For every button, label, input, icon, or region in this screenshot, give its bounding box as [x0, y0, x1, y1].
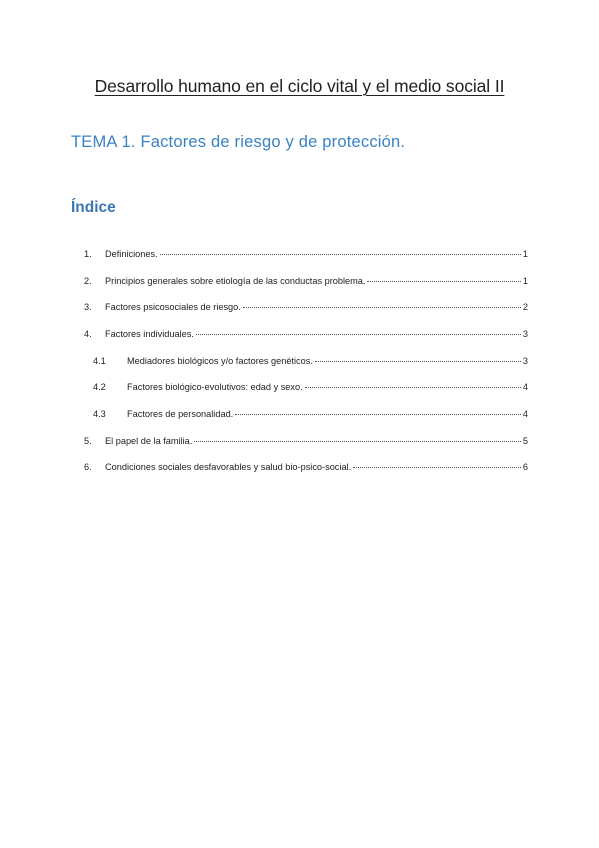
toc-entry-label: Factores biológico-evolutivos: edad y sexo. [127, 382, 303, 392]
toc-entry-4-1[interactable] [93, 356, 528, 372]
toc-entry-2[interactable] [84, 276, 528, 292]
toc-entry-4[interactable] [84, 329, 528, 345]
toc-dot-leader [305, 387, 521, 388]
toc-entry-4-3[interactable] [93, 409, 528, 425]
toc-entry-page: 6 [522, 462, 528, 472]
toc-entry-number: 2. [84, 276, 92, 286]
toc-entry-page: 3 [522, 356, 528, 366]
toc-entry-number: 4.3 [93, 409, 106, 419]
toc-entry-page: 3 [522, 329, 528, 339]
toc-entry-page: 4 [522, 382, 528, 392]
toc-entry-label: Factores psicosociales de riesgo. [105, 302, 241, 312]
toc-dot-leader [243, 307, 521, 308]
toc-entry-label: Definiciones. [105, 249, 158, 259]
toc-entry-label: Principios generales sobre etiología de las conductas problema. [105, 276, 366, 286]
toc-dot-leader [160, 254, 521, 255]
toc-entry-page: 1 [522, 276, 528, 286]
toc-entry-page: 1 [522, 249, 528, 259]
toc-entry-label: El papel de la familia. [105, 436, 193, 446]
toc-entry-page: 5 [522, 436, 528, 446]
toc-dot-leader [367, 281, 520, 282]
toc-dot-leader [353, 467, 521, 468]
toc-entry-page: 4 [522, 409, 528, 419]
toc-entry-3[interactable] [84, 302, 528, 318]
toc-entry-label: Mediadores biológicos y/o factores genéticos. [127, 356, 313, 366]
toc-entry-number: 6. [84, 462, 92, 472]
toc-entry-number: 5. [84, 436, 92, 446]
toc-entry-label: Factores de personalidad. [127, 409, 234, 419]
toc-dot-leader [235, 414, 521, 415]
toc-entry-number: 3. [84, 302, 92, 312]
toc-entry-number: 4.2 [93, 382, 106, 392]
toc-entry-number: 1. [84, 249, 92, 259]
topic-heading: TEMA 1. Factores de riesgo y de protección. [71, 133, 406, 151]
toc-entry-number: 4.1 [93, 356, 106, 366]
toc-entry-label: Condiciones sociales desfavorables y salud bio-psico-social. [105, 462, 352, 472]
document-title [0, 76, 599, 97]
toc-dot-leader [194, 441, 521, 442]
toc-entry-label: Factores individuales. [105, 329, 194, 339]
toc-entry-4-2[interactable] [93, 382, 528, 398]
toc-entry-page: 2 [522, 302, 528, 312]
toc-dot-leader [315, 361, 521, 362]
toc-entry-1[interactable] [84, 249, 528, 265]
document-title-text: Desarrollo humano en el ciclo vital y el medio social II [94, 76, 505, 96]
index-heading: Índice [71, 199, 116, 216]
toc-entry-5[interactable] [84, 436, 528, 452]
toc-dot-leader [196, 334, 521, 335]
toc-entry-number: 4. [84, 329, 92, 339]
toc-entry-6[interactable] [84, 462, 528, 478]
